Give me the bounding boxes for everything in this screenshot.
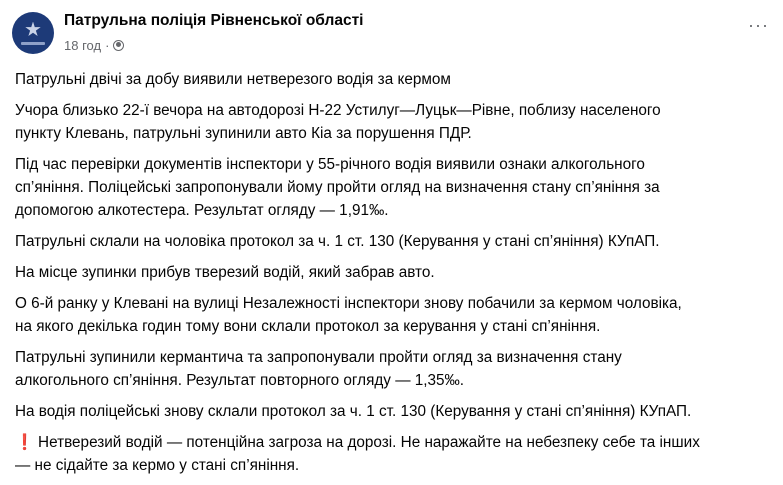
paragraph-line: алкогольного сп’яніння. Результат повторного огляду — 1,35‰. xyxy=(15,372,465,389)
paragraph-line: Патрульні зупинили кермантича та запропонували пройти огляд за визначення стану xyxy=(15,349,622,366)
paragraph-line: — не сідайте за кермо у стані сп’яніння. xyxy=(15,457,300,474)
paragraph-line: пункту Клевань, патрульні зупинили авто Кіа за порушення ПДР. xyxy=(15,125,472,142)
paragraph-line: О 6-й ранку у Клевані на вулиці Незалежності інспектори знову побачили за кермом чоловіка, xyxy=(15,295,682,312)
post-timestamp[interactable]: 18 год xyxy=(64,38,102,53)
paragraph-line: Патрульні двічі за добу виявили нетверезого водія за кермом xyxy=(15,71,451,88)
paragraph-line: Учора близько 22-ї вечора на автодорозі Н-22 Устилуг—Луцьк—Рівне, поблизу населеного xyxy=(15,102,661,119)
more-options-button[interactable]: ··· xyxy=(748,15,769,35)
post-paragraph xyxy=(15,400,700,423)
police-badge-icon xyxy=(25,22,41,38)
paragraph-line: сп’яніння. Поліцейські запропонували йому пройти огляд на визначення стану сп’яніння за xyxy=(15,179,660,196)
meta-separator: · xyxy=(105,38,110,53)
post-paragraph xyxy=(15,153,700,222)
globe-icon xyxy=(113,40,124,51)
paragraph-line: На водія поліцейські знову склали протокол за ч. 1 ст. 130 (Керування у стані сп’яніння) КУпАП. xyxy=(15,403,692,420)
paragraph-line: на якого декілька годин тому вони склали протокол за керування у стані сп’яніння. xyxy=(15,318,601,335)
post-paragraph xyxy=(15,99,700,145)
paragraph-line: На місце зупинки прибув тверезий водій, який забрав авто. xyxy=(15,264,435,281)
post-meta xyxy=(64,38,124,53)
post-paragraph xyxy=(15,261,700,284)
page-name-link[interactable]: Патрульна поліція Рівненської області xyxy=(64,12,364,29)
post-paragraph xyxy=(15,346,700,392)
post-paragraph xyxy=(15,292,700,338)
warning-paragraph xyxy=(15,431,700,477)
exclamation-icon: ❗ xyxy=(15,434,35,451)
paragraph-line xyxy=(15,431,700,454)
post-paragraph xyxy=(15,230,700,253)
post-body xyxy=(15,68,700,485)
avatar-logo-text xyxy=(21,42,45,45)
post-paragraph xyxy=(15,68,700,91)
warning-text: Нетверезий водій — потенційна загроза на дорозі. Не наражайте на небезпеку себе та інших xyxy=(38,434,700,451)
paragraph-line: Патрульні склали на чоловіка протокол за ч. 1 ст. 130 (Керування у стані сп’яніння) КУпАП. xyxy=(15,233,660,250)
page-avatar[interactable] xyxy=(12,12,54,54)
paragraph-line: Під час перевірки документів інспектори у 55-річного водія виявили ознаки алкогольного xyxy=(15,156,645,173)
paragraph-line: допомогою алкотестера. Результат огляду — 1,91‰. xyxy=(15,202,389,219)
